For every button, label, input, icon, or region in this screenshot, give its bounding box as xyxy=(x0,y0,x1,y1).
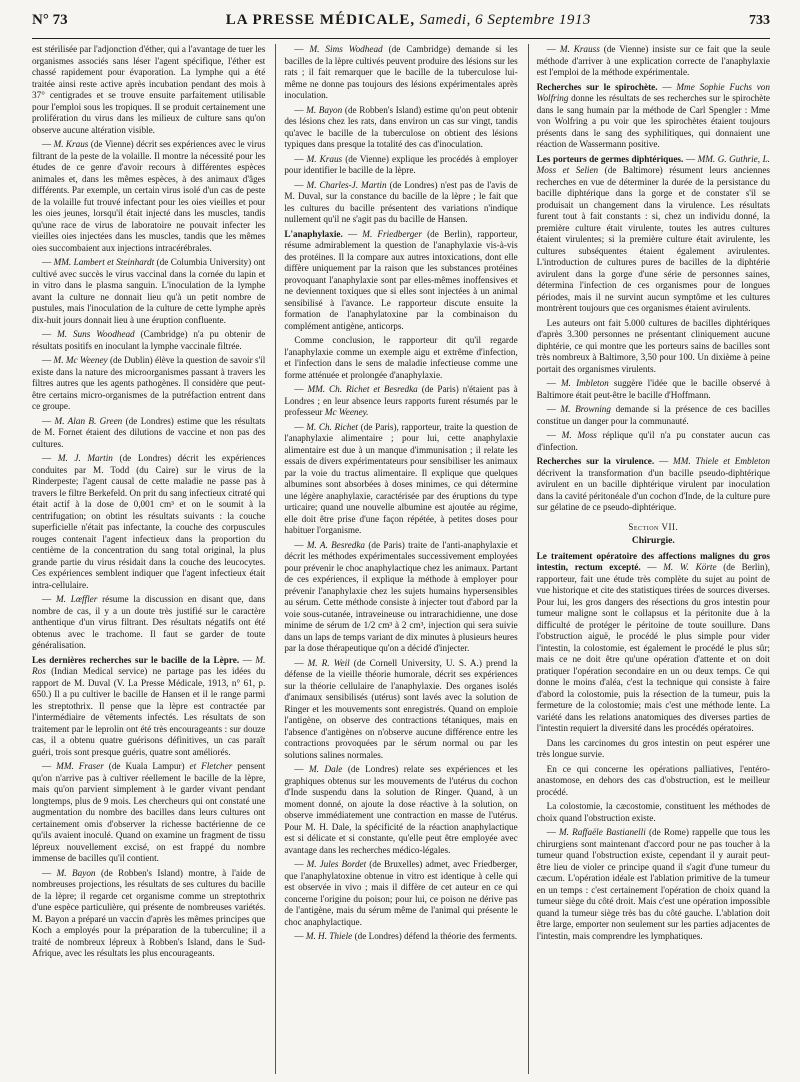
article-columns xyxy=(32,44,770,1074)
paragraph: — M. Kraus (de Vienne) décrit ses expériences avec le virus filtrant de la peste de la volaille. Il montre la nécessité pour les études de ce genre d'avoir recours à différentes espèces animales et, dans les mêmes espèces, à des animaux d'âges différents. Par exemple, un certain virus isolé d'un cas de peste de la volaille fut trouvé infectant pour les oies vieilles et pour les oies jeunes, lorsqu'il était injecté dans les muscles, tandis qu'une race de virus de laboratoire ne pouvait infecter les vieilles oies injectées dans les muscles, tandis que les mêmes oies succombaient aux injections intracérébrales. xyxy=(32,139,266,253)
paragraph: — M. Lœffler résume la discussion en disant que, dans nombre de cas, il y a un doute très justifié sur le caractère anthentique d'un virus filtrant. Des résultats négatifs ont été obtenus avec le trachome. Il faut se garder de toute généralisation. xyxy=(32,594,266,650)
author-name: Mc Weeney. xyxy=(324,407,369,417)
paragraph: — M. Sims Wodhead (de Cambridge) demande si les bacilles de la lèpre cultivés peuvent produire des lésions sur les rats ; il fait remarquer que le bacille de la tuberculose lui-même ne donne pas toujours des lésions expérimentales après inoculation. xyxy=(284,44,518,100)
issue-number: N° 73 xyxy=(32,12,68,28)
paragraph: — M. Moss réplique qu'il n'a pu constater aucun cas d'infection. xyxy=(536,430,770,452)
section-heading: Le traitement opératoire des affections malignes du gros intestin, rectum excepté. xyxy=(536,550,770,573)
column-2 xyxy=(275,44,517,1074)
page-header xyxy=(32,12,770,39)
author-name: M. Ros xyxy=(32,654,266,676)
author-name: M. Ch. Richet xyxy=(306,421,358,432)
paragraph: — M. Krauss (de Vienne) insiste sur ce fait que la seule méthode d'arriver à une explication correcte de l'anaphylaxie est l'emploi de la méthode expérimentale. xyxy=(536,44,770,77)
author-name: M. Friedberger xyxy=(362,228,422,239)
author-name: MM. G. Guthrie, L. Moss et Selien xyxy=(536,153,770,175)
author-name: M. Suns Woodhead xyxy=(57,329,135,339)
paragraph: — M. Ch. Richet (de Paris), rapporteur, traite la question de l'anaphylaxie alimentaire ; pour lui, cette anaphylaxie alimentaire est due à un manque d'immunisation ; il relate les essais de divers expérimentateurs pour sensibiliser les animaux par la voie du tractus alimentaire. Il explique que quelques albumines sont absorbées à doses minimes, ce qui détermine une légère anaphylaxie, caractérisée par des éruptions du type urticaire; quand une nouvelle albumine est ajoutée au régime, elle doit être prise d'une façon répétée, à petites doses pour habituer l'organisme. xyxy=(284,421,518,535)
author-name: M. Alan B. Green xyxy=(54,415,123,426)
author-name: M. Browning xyxy=(560,404,611,414)
author-name: M. Lœffler xyxy=(55,594,98,604)
section-heading: Recherches sur le spirochète. xyxy=(536,81,658,92)
section-number: Section VII. xyxy=(628,521,679,532)
author-name: M. Kraus xyxy=(306,153,343,164)
author-name: MM. Lambert et Steinhardt xyxy=(53,257,155,267)
author-name: M. Krauss xyxy=(559,44,600,54)
paragraph: — M. Mc Weeney (de Dublin) élève la question de savoir s'il existe dans la nature des microorganismes passant à travers les filtres autres que les agents pathogènes. Il considère que peut-être certains micro-organismes de la putréfaction entrent dans ce groupe. xyxy=(32,355,266,411)
paragraph: — M. Browning demande si la présence de ces bacilles constitue un danger pour la communauté. xyxy=(536,404,770,426)
author-name: M. A. Besredka xyxy=(306,539,365,550)
journal-line xyxy=(226,12,591,29)
author-name: et Fletcher xyxy=(189,761,233,771)
paragraph: La colostomie, la cæcostomie, constituent les méthodes de choix quand l'obstruction existe. xyxy=(536,801,770,823)
paragraph: — M. J. Martin (de Londres) décrit les expériences conduites par M. Todd (du Caire) sur le virus de la Rinderpeste; l'agent causal de cette maladie ne passe pas à travers le filtre Berkefeld. On prit du sang infectieux citraté qui était actif à la dose de 0,001 cm³ et on le soumit à la centrifugation; on obtint les résultats suivants : la couche superficielle n'était pas infectante, la couche des corpuscules rouges contenait l'agent infectieux dans la proportion du centième de la concentration du sang total original, la plus grande partie du virus résidait dans la couche des leucocytes. Ces expériences semblent indiquer que l'agent infectieux était intra-cellulaire. xyxy=(32,453,266,590)
column-1 xyxy=(32,44,265,1074)
author-name: MM. Fraser xyxy=(56,761,104,771)
section-heading: Les porteurs de germes diphtériques. xyxy=(536,153,684,164)
paragraph: — M. Charles-J. Martin (de Londres) n'est pas de l'avis de M. Duval, sur la constance du bacille de la lèpre ; le fait que les cultures du bacille présentent des variations n'indique nullement qu'il ne s'agit pas du bacille de Hansen. xyxy=(284,179,518,224)
author-name: M. Mc Weeney xyxy=(53,355,108,365)
author-name: M. Sims Wodhead xyxy=(309,44,383,54)
paragraph: — M. Jules Bordet (de Bruxelles) admet, avec Friedberger, que l'anaphylatoxine obtenue in vitro est identique à celle qui est observée in vivo ; mais il diffère de cet auteur en ce qui concerne l'origine du poison; pour lui, ce poison ne dérive pas de l'antigène, mais du sérum même de l'animal qui présente le choc anaphylactique. xyxy=(284,859,518,927)
author-name: M. Jules Bordet xyxy=(306,859,367,869)
author-name: M. Imbleton xyxy=(561,378,609,388)
section-heading: Les dernières recherches sur le bacille de la Lèpre. xyxy=(32,654,240,665)
paragraph: Recherches sur le spirochète. — Mme Sophie Fuchs von Wolfring donne les résultats de ses recherches sur le spirochète dans le sang humain par la méthode de Carl Spengler : Mme von Wolfring a pu voir que les spirochètes étaient toujours présents dans le sang des syphilitiques, qui donnaient une réaction de Wassermann positive. xyxy=(536,81,770,149)
paragraph: Recherches sur la virulence. — MM. Thiele et Embleton décrivent la transformation d'un bacille pseudo-diphtérique avirulent en un bacille diphtérique virulent par inoculation dans la cavité péritonéale d'un cochon d'Inde, de la culture pure sur gélatine de ce pseudo-diphtérique. xyxy=(536,456,770,512)
paragraph: est stérilisée par l'adjonction d'éther, qui a l'avantage de tuer les organismes associés sans léser l'agent spécifique, l'éther est chassé rapidement pour évaporation. La lymphe qui a été traitée ainsi reste active après incubation pendant des mois à 37° centigrades et se trouve ensuite parfaitement utilisable pour l'emploi sous les tropiques. Il se produit certainement une prolifération du virus dans les milieux de culture sans qu'on observe aucune altération visible. xyxy=(32,44,266,135)
paragraph: — MM. Lambert et Steinhardt (de Columbia University) ont cultivé avec succès le virus vaccinal dans la cornée du lapin et in vitro dans le plasma sanguin. L'inoculation de la lymphe avant la culture ne donnait lieu qu'à un petit nombre de pustules, mais l'inoculation de la culture de cette lymphe après dix-huit jours donnait lieu à une éruption confluente. xyxy=(32,257,266,325)
section-title: Chirurgie. xyxy=(631,534,675,546)
author-name: Mme Sophie Fuchs von Wolfring xyxy=(536,81,770,103)
author-name: M. R. Weil xyxy=(307,657,350,668)
author-name: M. Raffaële Bastianelli xyxy=(559,827,646,838)
author-name: M. Dale xyxy=(309,764,343,774)
author-name: MM. Ch. Richet et Besredka xyxy=(307,384,418,394)
section-heading: L'anaphylaxie. xyxy=(284,228,343,239)
paragraph: — M. Bayon (de Robben's Island) estime qu'on peut obtenir des lésions chez les rats, dans environ un cas sur vingt, tandis qu'avec le bacille de la tuberculose on obtient des lésions typiques dans presque la totalité des cas d'inoculation. xyxy=(284,104,518,149)
section-heading: Recherches sur la virulence. xyxy=(536,456,655,466)
author-name: M. J. Martin xyxy=(57,453,113,463)
paragraph: — M. H. Thiele (de Londres) défend la théorie des ferments. xyxy=(294,931,518,941)
paragraph: — M. Dale (de Londres) relate ses expériences et les graphiques obtenus sur les mouvements de l'utérus du cochon d'Inde suspendu dans la solution de Ringer. Quand, à un moment donné, on ajoute la dose réactive à la solution, on observe immédiatement une contraction en masse de l'utérus. Pour M. H. Dale, la spécificité de la réaction anaphylactique est si délicate et si constante, qu'elle peut être employée avec avantage dans les recherches médico-légales. xyxy=(284,764,518,855)
author-name: M. Bayon xyxy=(56,867,96,878)
column-3 xyxy=(528,44,770,1074)
paragraph: — M. Suns Woodhead (Cambridge) n'a pu obtenir de résultats positifs en inoculant la lymphe vaccinale filtrée. xyxy=(32,329,266,351)
paragraph: — M. Alan B. Green (de Londres) estime que les résultats de M. Fornet étaient des dilutions de vaccine et non pas des cultures. xyxy=(32,415,266,449)
paragraph: Le traitement opératoire des affections malignes du gros intestin, rectum excepté. — M. W. Körte (de Berlin), rapporteur, fait une étude très complète du sujet au point de vue historique et cite des statistiques tirées de sources diverses. Pour lui, les gros dangers des résections du gros intestin pour tumeur maligne sont le collapsus et la péritonite due à la difficulté de protéger le péritoine de toute souillure. Dans l'obstruction aiguë, le procédé le plus simple pour vider l'intestin, la colostomie, est également le procédé le plus sûr; mais ce ne doit être qu'une opération d'attente et on doit pratiquer l'opération secondaire en un ou deux temps. Ce qui donne le moins d'aléa, c'est la technique qui consiste à faire d'abord la colostomie, puis la résection de la tumeur, puis la fermeture de la colostomie; mais c'est une méthode lente. La variété dans les relations anatomiques des diverses parties de l'intestin requiert la diversité dans les procédés opératoires. xyxy=(536,550,770,734)
paragraph: Dans les carcinomes du gros intestin on peut espérer une très longue survie. xyxy=(536,737,770,760)
author-name: MM. Thiele et Embleton xyxy=(673,456,770,466)
author-name: M. Charles-J. Martin xyxy=(306,179,387,190)
author-name: M. W. Körte xyxy=(663,562,717,573)
paragraph: — M. A. Besredka (de Paris) traite de l'anti-anaphylaxie et décrit les méthodes expérimentales successivement employées pour prévenir le choc anaphylactique chez les animaux. Partant de ces expériences, il explique la méthode à employer pour prévenir l'anaphylaxie chez les sujets humains hypersensibles au sérum. Cette méthode consiste à injecter tout d'abord par la voie sous-cutanée, intraveineuse ou intrarachidienne, une dose minime de sérum de 1/2 cm³ à 2 cm³, injection qui sera suivie dans un laps de temps variant de dix minutes à plusieurs heures par la dose thérapeutique qu'on a décidé d'injecter. xyxy=(284,539,518,653)
author-name: M. Bayon xyxy=(306,104,343,115)
journal-title: LA PRESSE MÉDICALE, xyxy=(225,12,416,28)
paragraph: — M. Imbleton suggère l'idée que le bacille observé à Baltimore était peut-être le bacille d'Hoffmann. xyxy=(536,378,770,400)
paragraph: En ce qui concerne les opérations palliatives, l'entéro-anastomose, en dehors des cas d'obstruction, est le meilleur procédé. xyxy=(536,763,770,797)
paragraph: Les auteurs ont fait 5.000 cultures de bacilles diphtériques d'après 3.300 personnes ne présentant cliniquement aucune diphtérie, ce qui montre que les porteurs sains de bacilles sont très nombreux à Baltimore, 3,50 pour 100. Un dixième à peine portait des organismes virulents. xyxy=(536,317,770,374)
paragraph: — M. R. Weil (de Cornell University, U. S. A.) prend la défense de la vieille théorie humorale, décrit ses expériences sur la théorie cellulaire de l'anaphylaxie. Des organes isolés d'animaux sensibilisés (utérus) sont lavés avec la solution de Ringer et les mouvements sont enregistrés. Quand on emploie l'antigène, on observe des contractions tétaniques, mais en l'absence d'antigènes on n'observe aucune différence entre les contractions provoquées par le sérum normal ou par les solutions salines normales. xyxy=(284,657,518,760)
paragraph: — MM. Ch. Richet et Besredka (de Paris) n'étaient pas à Londres ; en leur absence leurs rapports furent résumés par le professeur Mc Weeney. xyxy=(284,384,518,417)
paragraph: — MM. Fraser (de Kuala Lampur) et Fletcher pensent qu'on n'arrive pas à cultiver réellement le bacille de la lèpre, mais qu'on parvient simplement à le garder vivant pendant longtemps, plus de 9 mois. Les chercheurs qui ont constaté une augmentation du nombre des bacilles dans leurs cultures ont certainement omis d'observer la richesse bactérienne de ce qu'ils avaient inoculé. Quand on examine un fragment de tissu lépreux nouvellement excisé, on est frappé du nombre immense de bacilles qu'il contient. xyxy=(32,761,266,863)
paragraph: L'anaphylaxie. — M. Friedberger (de Berlin), rapporteur, résume admirablement la question de l'anaphylaxie vis-à-vis des protéines. Il la compare aux autres intoxications, dont elle diffère uniquement par la raison que les substances protéines provoquant l'anaphylaxie sont par elles-mêmes inoffensives et ne deviennent toxiques que si elles sont injectées à un animal sensibilisé à l'avance. Le rapporteur discute ensuite la formation de l'anaphylatoxine par la combinaison du complément antigène, anticorps. xyxy=(284,228,518,331)
paragraph: — M. Bayon (de Robben's Island) montre, à l'aide de nombreuses projections, les résultats de ses cultures du bacille de la lèpre; il regarde cet organisme comme un streptothrix d'une espèce particulière, qui présente de nombreuses variétés. M. Bayon a préparé un vaccin d'après les mêmes principes que Koch a employés pour la préparation de la tuberculine; il a traité de nombreux lépreux à Robben's Island, dans le Sud-Afrique, avec les résultats les plus encourageants. xyxy=(32,867,266,958)
paragraph: Comme conclusion, le rapporteur dit qu'il regarde l'anaphylaxie comme un exemple aigu et extrême d'infection, et l'infection dans le sens de maladie infectieuse comme une forme atténuée et prolongée d'anaphylaxie. xyxy=(284,335,518,380)
paragraph: Les porteurs de germes diphtériques. — MM. G. Guthrie, L. Moss et Selien (de Baltimore) résument leurs anciennes recherches en vue de déterminer la durée de la persistance du bacille diphtérique dans la gorge et de constater s'il se produisait un changement dans la virulence. Les résultats furent tout à fait constants : si, chez un individu donné, la première culture était virulente, toutes les autres cultures étaient virulentes; si la première culture était avirulente, les cultures subséquentes étaient également avirulentes. L'introduction de cultures pures de bacilles de la diphtérie avirulent dans la gorge d'une série de personnes saines, détermina l'infection de ces organismes pour de longues périodes, mais il ne survint aucun symptôme et les cultures montrèrent toujours que ces organismes étaient avirulents. xyxy=(536,153,770,313)
issue-date: Samedi, 6 Septembre 1913 xyxy=(419,12,591,28)
author-name: M. Kraus xyxy=(53,139,89,149)
paragraph: — M. Raffaële Bastianelli (de Rome) rappelle que tous les chirurgiens sont maintenant d'accord pour ne pas toucher à la tumeur quand l'obstruction existe, cependant il y aurait peut-être lieu de violer ce principe quand il s'agit d'une tumeur du cæcum. L'opération idéale est l'ablation primitive de la tumeur en un temps : c'est certainement l'opération de choix quand la tumeur siège du côté droit. Mais c'est une opération impossible quand la tumeur siège très bas du côté gauche. L'ablation doit être large, emporter non seulement sur les parties adjacentes de l'intestin, mais comprendre les lymphatiques. xyxy=(536,827,770,941)
page-number: 733 xyxy=(748,13,770,28)
paragraph: — M. Kraus (de Vienne) explique les procédés à employer pour identifier le bacille de la lèpre. xyxy=(284,153,518,175)
author-name: M. H. Thiele xyxy=(305,931,353,941)
author-name: M. Moss xyxy=(561,430,597,440)
paragraph: Les dernières recherches sur le bacille de la Lèpre. — M. Ros (Indian Medical service) ne partage pas les idées du rapport de M. Duval (V. La Presse Médicale, 1913, n° 61, p. 650.) Il a pu cultiver le bacille de Hansen et il le range parmi les streptothrix. Il pense que la lèpre est contractée par l'intermédiaire de vêtements infectés. Les résultats de son traitement par le leprolin ont été très encourageants : sur douze cas, il a obtenu quatre guérisons définitives, un cas paraît guéri, trois sont presque guéris, quatre sont améliorés. xyxy=(32,654,266,757)
